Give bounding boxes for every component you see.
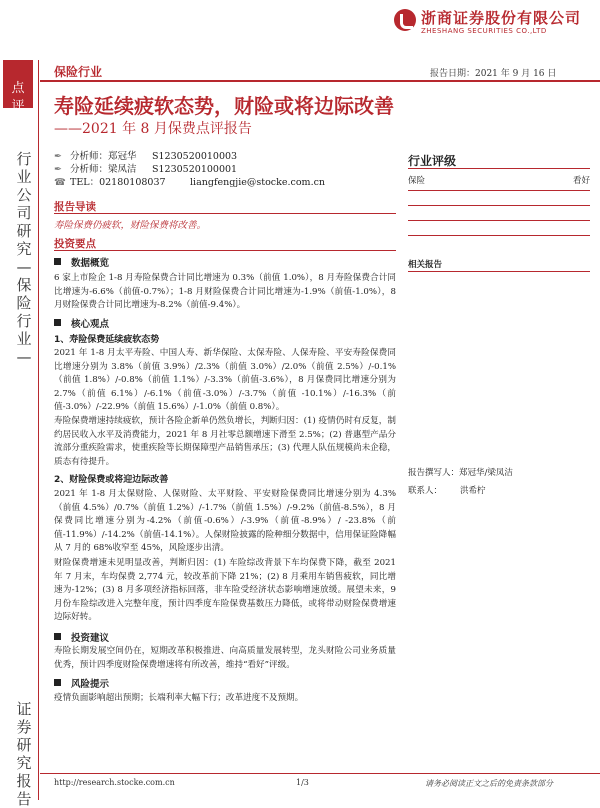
footer-disclaimer: 请务必阅读正文之后的免责条款部分	[425, 779, 553, 788]
rating-line	[408, 205, 590, 206]
analyst-row	[54, 161, 237, 175]
paragraph: 疫情负面影响超出预期；长端利率大幅下行；改革进度不及预期。	[54, 693, 304, 703]
guide-divider	[54, 213, 396, 214]
paragraph: 2021 年 1-8 月太平寿险、中国人寿、新华保险、太保寿险、人保寿险、平安寿险保费同比增速分别为 3.8%（前值 3.9%）/2.3%（前值 3.0%）/2.0%（前值 2.5%）/-0.1%（前值 1.8%）/-0.8%（前值 1.1%）/-3.3%（前值-3.6%），8 月保费同比增速分别为 2.7%（前值 6.1%）/-6.1%（前值-3.0%）/-3.7%（前值 -10.1%）/-16.3%（前值-3.0%）/-22.9%（前值 15.6%）/-1.0%（前值 0.8%）。	[54, 348, 396, 413]
report-authors: 报告撰写人：郑冠华/梁凤洁	[408, 468, 513, 478]
paragraph: 2021 年 1-8 月太保财险、人保财险、太平财险、平安财险保费同比增速分别为 4.3%（前值 4.5%）/0.7%（前值 1.2%）/-1.7%（前值 1.5%）/-9.2%（前值-8.5%），8 月保费同比增速分别为-4.2%（前值-0.6%）/-3.9%（前值-8.9%）/ -23.8%（前值-11.9%）/-14.2%（前值-14.1%）。人保财险披露的险种细分数据中，信用保证险降幅从 7 月的 68%收窄至 45%，风险逐步出清。	[54, 489, 396, 554]
rating-row	[408, 174, 590, 186]
section-title: 数据概览	[71, 258, 110, 269]
contact-row	[54, 174, 325, 188]
paragraph: 寿险保费增速持续疲软，预计各险企新单仍然负增长，判断归因：(1) 疫情仍时有反复，制约居民收入水平及消费能力，2021 年 8 月社零总额增速下滑至 2.5%；(2) 普惠型产品分流部分重疾险需求，使重疾险等长期保障型产品销售承压；(3) 代理人队伍规模尚未企稳，质态有待提升。	[54, 416, 396, 467]
square-bullet-icon	[54, 633, 61, 640]
company-logo-icon	[394, 9, 416, 31]
paragraph: 财险保费增速未见明显改善，判断归因：(1) 车险综改背景下车均保费下降，截至 2021 年 7 月末，车均保费 2,774 元，较改革前下降 21%；(2) 8 月乘用车销售疲软，同比增速为-12%；(3) 8 月多项经济指标回落，非车险受经济状态影响增速放缓。展望未来，9 月份车险综改进入完整年度，预计四季度车险保费基数压力降低，或将带动财险保费增速边际好转。	[54, 558, 396, 623]
square-bullet-icon	[54, 258, 61, 265]
report-date: 报告日期：2021 年 9 月 16 日	[430, 69, 557, 79]
analyst-name: 分析师：梁凤洁	[70, 164, 137, 175]
related-reports-title: 相关报告	[408, 260, 443, 270]
square-bullet-icon	[54, 319, 61, 326]
section-data-overview	[54, 255, 109, 269]
pen-icon: ✒	[54, 151, 62, 162]
section-title: 投资建议	[71, 633, 110, 644]
points-heading: 投资要点	[54, 238, 96, 250]
section-core-view	[54, 316, 109, 330]
related-divider	[408, 271, 590, 272]
guide-text: 寿险保费仍疲软，财险保费将改善。	[54, 220, 207, 231]
points-divider	[54, 250, 396, 251]
paragraph: 6 家上市险企 1-8 月寿险保费合计同比增速为 0.3%（前值 1.0%），8 月寿险保费合计同比增速为-6.6%（前值-0.7%）；1-8 月财险保费合计同比增速为-1.9%（前值-1.0%），8 月财险保费合计同比增速为-8.2%（前值-9.4%）。	[54, 273, 396, 311]
pen-icon: ✒	[54, 164, 62, 175]
header-divider	[40, 80, 600, 82]
industry-label: 保险行业	[54, 65, 103, 79]
analyst-tel: TEL：02180108037	[70, 177, 166, 188]
section-investment-advice	[54, 630, 109, 644]
report-title: 寿险延续疲软态势，财险或将边际改善	[54, 94, 394, 118]
contact-label: 联系人：	[408, 486, 443, 496]
rating-line	[408, 220, 590, 221]
rating-sector: 保险	[408, 176, 426, 186]
rating-divider	[408, 168, 590, 169]
company-name: 浙商证券股份有限公司	[421, 9, 582, 27]
rating-title: 行业评级	[408, 154, 457, 168]
guide-heading: 报告导读	[54, 201, 96, 213]
page-number: 1/3	[296, 778, 309, 787]
phone-icon: ☎	[54, 177, 66, 188]
analyst-row	[54, 148, 237, 162]
company-name-en: ZHESHANG SECURITIES CO.,LTD	[421, 27, 547, 35]
footer-url[interactable]: http://research.stocke.com.cn	[54, 778, 175, 787]
sidebar-divider	[38, 60, 39, 800]
section-title: 核心观点	[71, 319, 110, 330]
rating-line	[408, 190, 590, 191]
contact-name: 洪希柠	[460, 486, 486, 496]
report-subtitle: ——2021 年 8 月保费点评报告	[54, 121, 252, 137]
analyst-name: 分析师：郑冠华	[70, 151, 137, 162]
subsection-property: 2、财险保费或将迎边际改善	[54, 475, 169, 485]
analyst-email[interactable]: liangfengjie@stocke.com.cn	[190, 177, 326, 188]
subsection-life: 1、寿险保费延续疲软态势	[54, 335, 160, 345]
sidebar-text-category: 行业公司研究—保险行业—	[16, 150, 32, 366]
footer-divider	[40, 773, 600, 774]
rating-value: 看好	[572, 176, 590, 186]
sidebar-tag: 点评	[11, 81, 25, 114]
section-title: 风险提示	[71, 679, 110, 690]
rating-line	[408, 235, 590, 236]
section-risk	[54, 676, 109, 690]
square-bullet-icon	[54, 679, 61, 686]
analyst-cert: S1230520010003	[152, 151, 238, 162]
analyst-cert: S1230520100001	[152, 164, 238, 175]
paragraph: 寿险长期发展空间仍在，短期改革积极推进、向高质量发展转型，龙头财险公司业务质量优秀，预计四季度财险保费增速将有所改善，维持“看好”评级。	[54, 646, 396, 670]
sidebar-text-report-type: 证券研究报告	[16, 700, 32, 808]
